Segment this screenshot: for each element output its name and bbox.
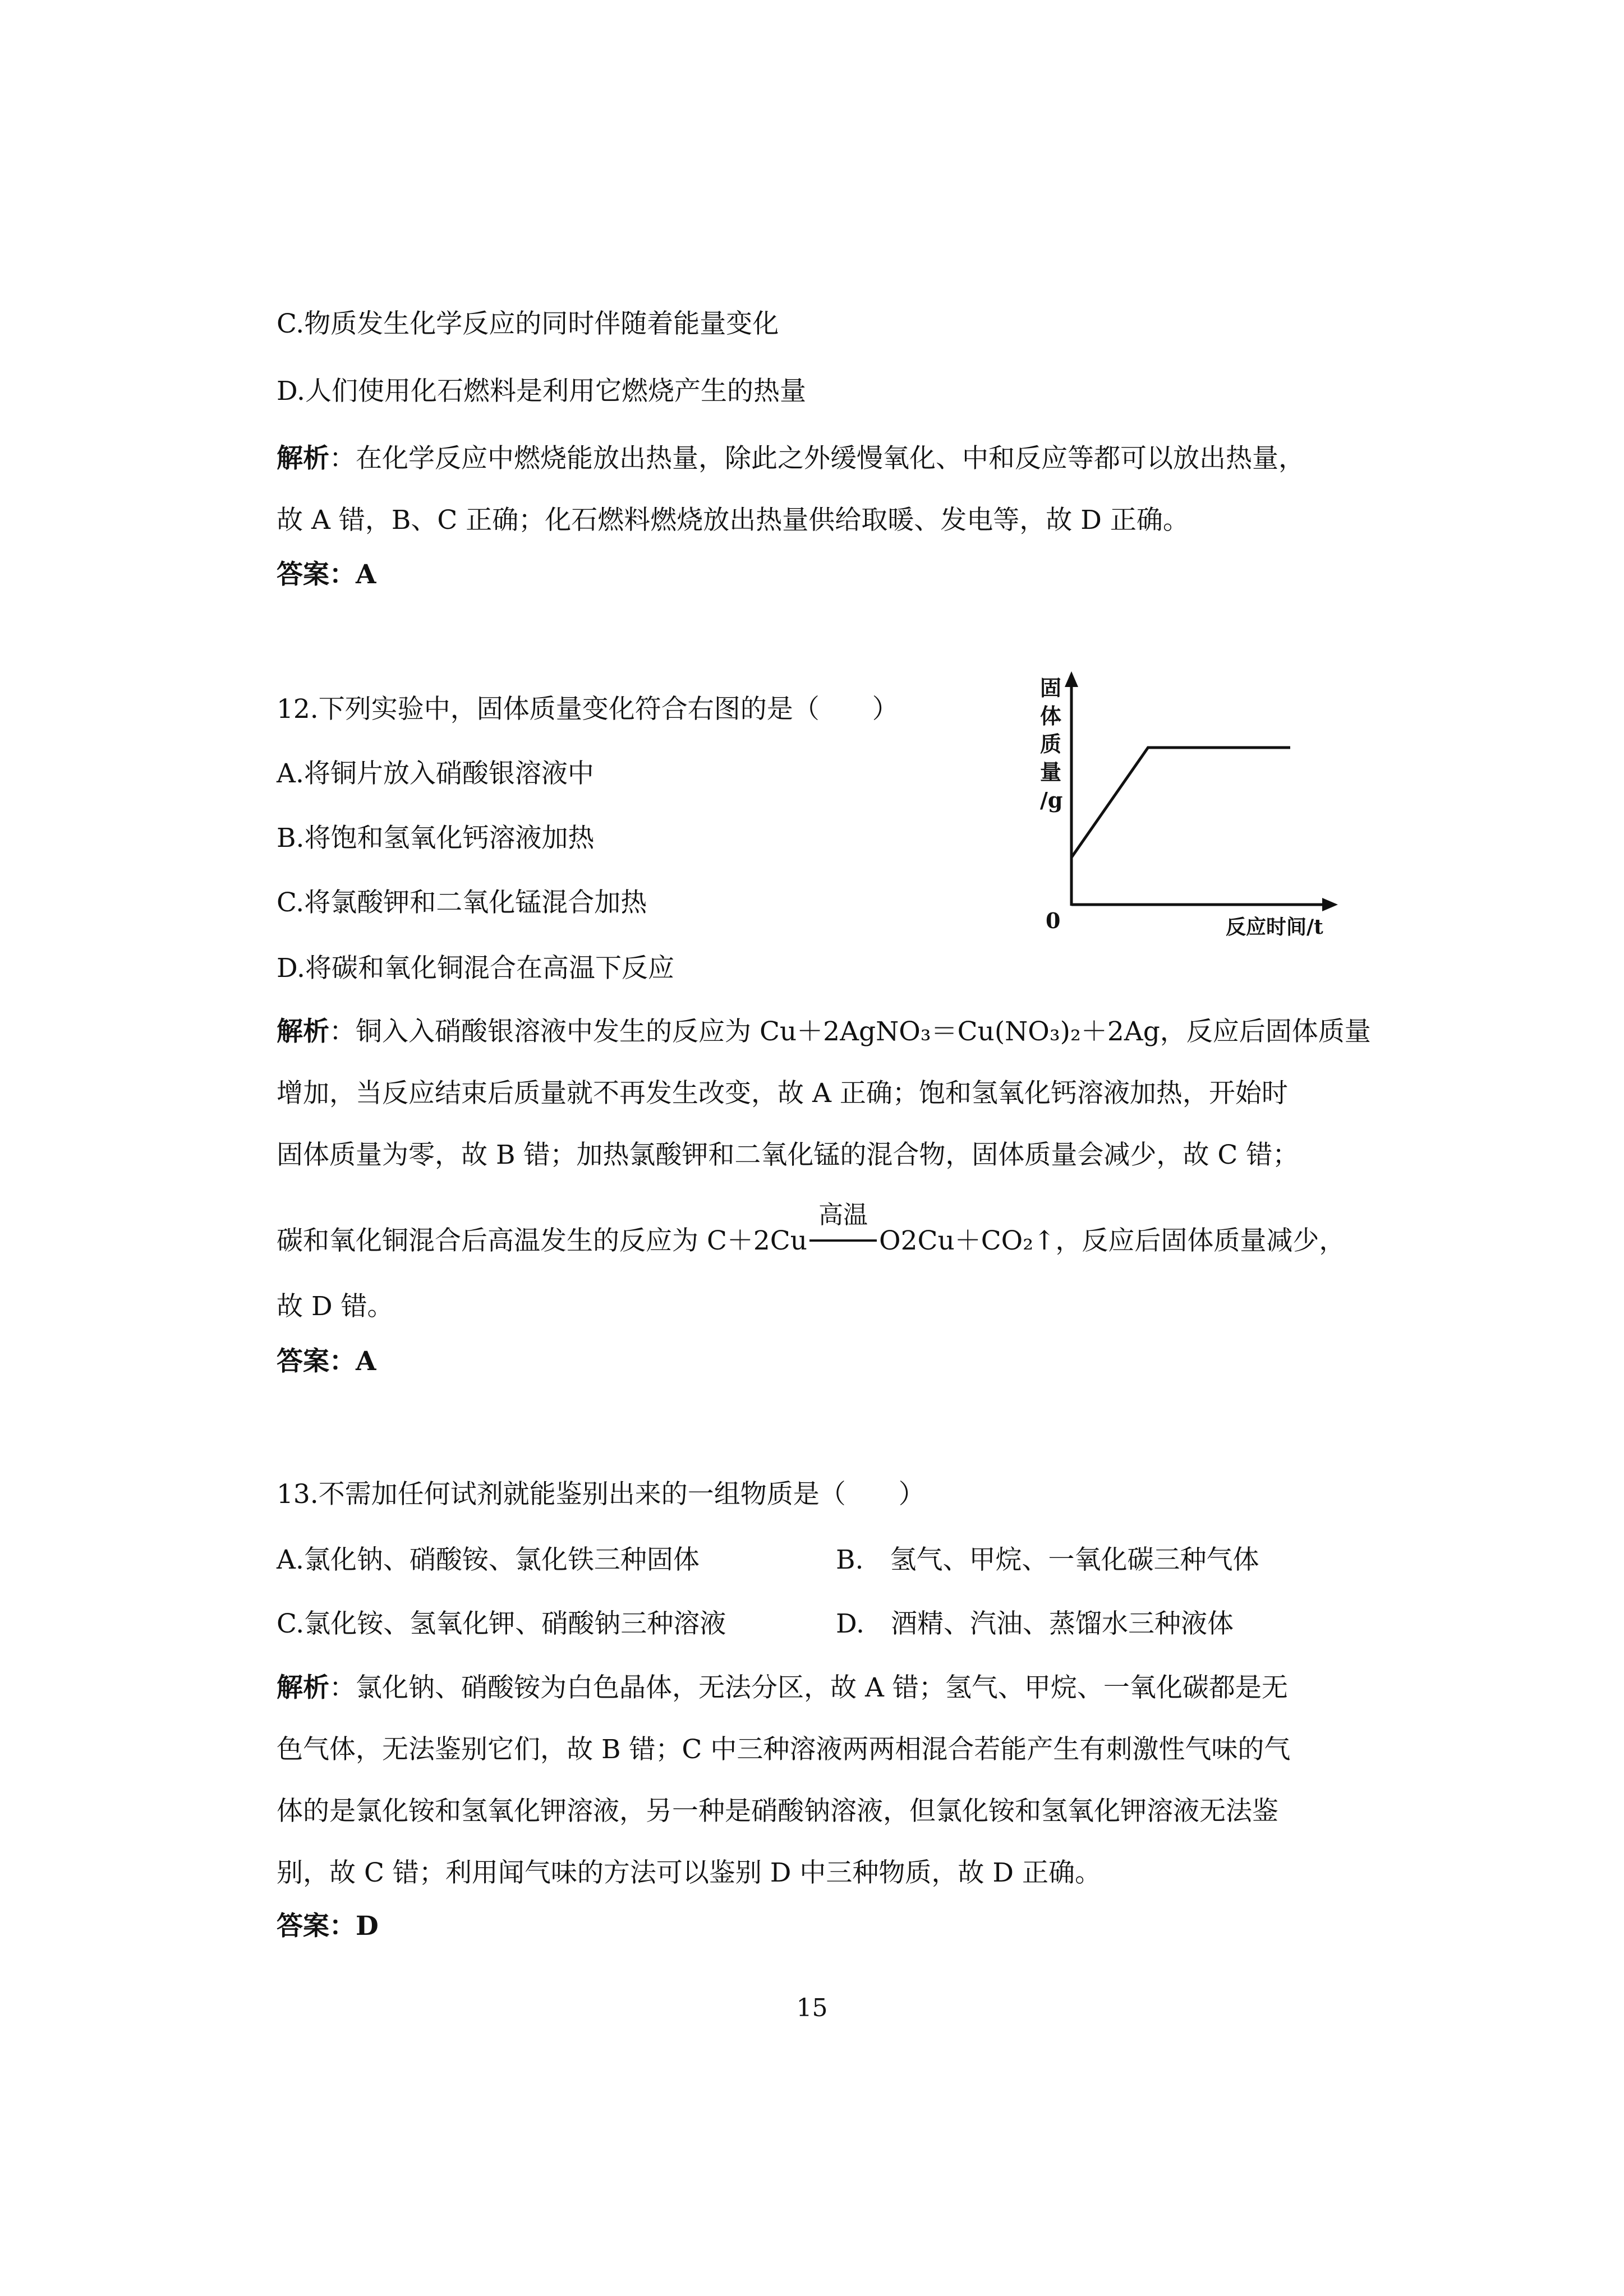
q13-option-c: C.氯化铵、氢氧化钾、硝酸钠三种溶液 (277, 1608, 726, 1639)
q12-analysis-text-4a: 碳和氧化铜混合后高温发生的反应为 C＋2Cu (277, 1225, 808, 1256)
q12-option-c: C.将氯酸钾和二氧化锰混合加热 (277, 887, 647, 918)
q12-analysis-text-1: ：铜入入硝酸银溶液中发生的反应为 Cu＋2AgNO₃＝Cu(NO₃)₂＋2Ag，反应后固体质量 (329, 1016, 1371, 1047)
q12-option-d: D.将碳和氧化铜混合在高温下反应 (277, 953, 674, 984)
q12-analysis-text-4b: O2Cu＋CO₂↑，反应后固体质量减少， (879, 1225, 1346, 1256)
q12-graph-y-label-char: /g (1040, 787, 1063, 813)
q13-analysis-line-3: 体的是氯化铵和氢氧化钾溶液，另一种是硝酸钠溶液，但氯化铵和氢氧化钾溶液无法鉴 (277, 1796, 1278, 1827)
q12-answer: 答案：A (277, 1346, 376, 1377)
q12-option-b: B.将饱和氢氧化钙溶液加热 (277, 823, 595, 854)
q12-graph-y-label-char: 固 (1040, 675, 1062, 700)
q12-graph-y-label-char: 量 (1040, 759, 1062, 785)
q12-reaction-condition (807, 1201, 879, 1258)
q12-reaction-bar (809, 1239, 877, 1242)
q12-reaction-condition-text: 高温 (818, 1201, 868, 1229)
q13-analysis-line-1 (277, 1671, 1288, 1705)
q13-answer: 答案：D (277, 1911, 379, 1942)
q13-stem: 13.不需加任何试剂就能鉴别出来的一组物质是（ ） (277, 1479, 925, 1510)
q12-analysis-line-1 (277, 1015, 1371, 1049)
page-number: 15 (796, 1994, 828, 2022)
q12-analysis-label: 解析 (277, 1016, 329, 1047)
q11-analysis-line-1 (277, 442, 1305, 476)
q11-analysis-line-2: 故 A 错，B、C 正确；化石燃料燃烧放出热量供给取暖、发电等，故 D 正确。 (277, 505, 1189, 536)
q12-graph-x-label: 反应时间/t (1226, 915, 1323, 939)
q11-option-d: D.人们使用化石燃料是利用它燃烧产生的热量 (277, 376, 806, 407)
q12-graph-y-label-char: 体 (1040, 703, 1062, 729)
q12-analysis-line-4 (277, 1201, 1346, 1258)
q13-option-d: D. 酒精、汽油、蒸馏水三种液体 (836, 1608, 1234, 1639)
q12-stem: 12.下列实验中，固体质量变化符合右图的是（ ） (277, 694, 899, 725)
q12-graph-x-arrow (1322, 898, 1338, 911)
q13-analysis-line-4: 别，故 C 错；利用闻气味的方法可以鉴别 D 中三种物质，故 D 正确。 (277, 1857, 1101, 1888)
q12-graph (1032, 670, 1346, 945)
q12-analysis-line-2: 增加，当反应结束后质量就不再发生改变，故 A 正确；饱和氢氧化钙溶液加热，开始时 (277, 1078, 1288, 1109)
q12-option-a: A.将铜片放入硝酸银溶液中 (277, 758, 594, 789)
q12-graph-series-line (1071, 748, 1290, 857)
q11-option-c: C.物质发生化学反应的同时伴随着能量变化 (277, 308, 779, 339)
q12-graph-y-label (1040, 675, 1062, 813)
q11-analysis-text-1: ：在化学反应中燃烧能放出热量，除此之外缓慢氧化、中和反应等都可以放出热量， (329, 443, 1305, 474)
q12-analysis-line-3: 固体质量为零，故 B 错；加热氯酸钾和二氧化锰的混合物，固体质量会减少，故 C 错； (277, 1140, 1299, 1170)
q13-analysis-line-2: 色气体，无法鉴别它们，故 B 错；C 中三种溶液两两相混合若能产生有刺激性气味的气 (277, 1734, 1291, 1765)
q12-graph-origin: 0 (1046, 908, 1061, 933)
q12-graph-y-arrow (1065, 671, 1078, 687)
q13-option-b: B. 氢气、甲烷、一氧化碳三种气体 (836, 1545, 1259, 1575)
q11-answer: 答案：A (277, 559, 376, 590)
q13-option-a: A.氯化钠、硝酸铵、氯化铁三种固体 (277, 1545, 700, 1575)
q12-graph-y-label-char: 质 (1040, 731, 1062, 757)
q12-analysis-line-5: 故 D 错。 (277, 1291, 394, 1322)
q13-analysis-text-1: ：氯化钠、硝酸铵为白色晶体，无法分区，故 A 错；氢气、甲烷、一氧化碳都是无 (329, 1672, 1288, 1703)
q11-analysis-label: 解析 (277, 443, 329, 474)
q13-analysis-label: 解析 (277, 1672, 329, 1703)
